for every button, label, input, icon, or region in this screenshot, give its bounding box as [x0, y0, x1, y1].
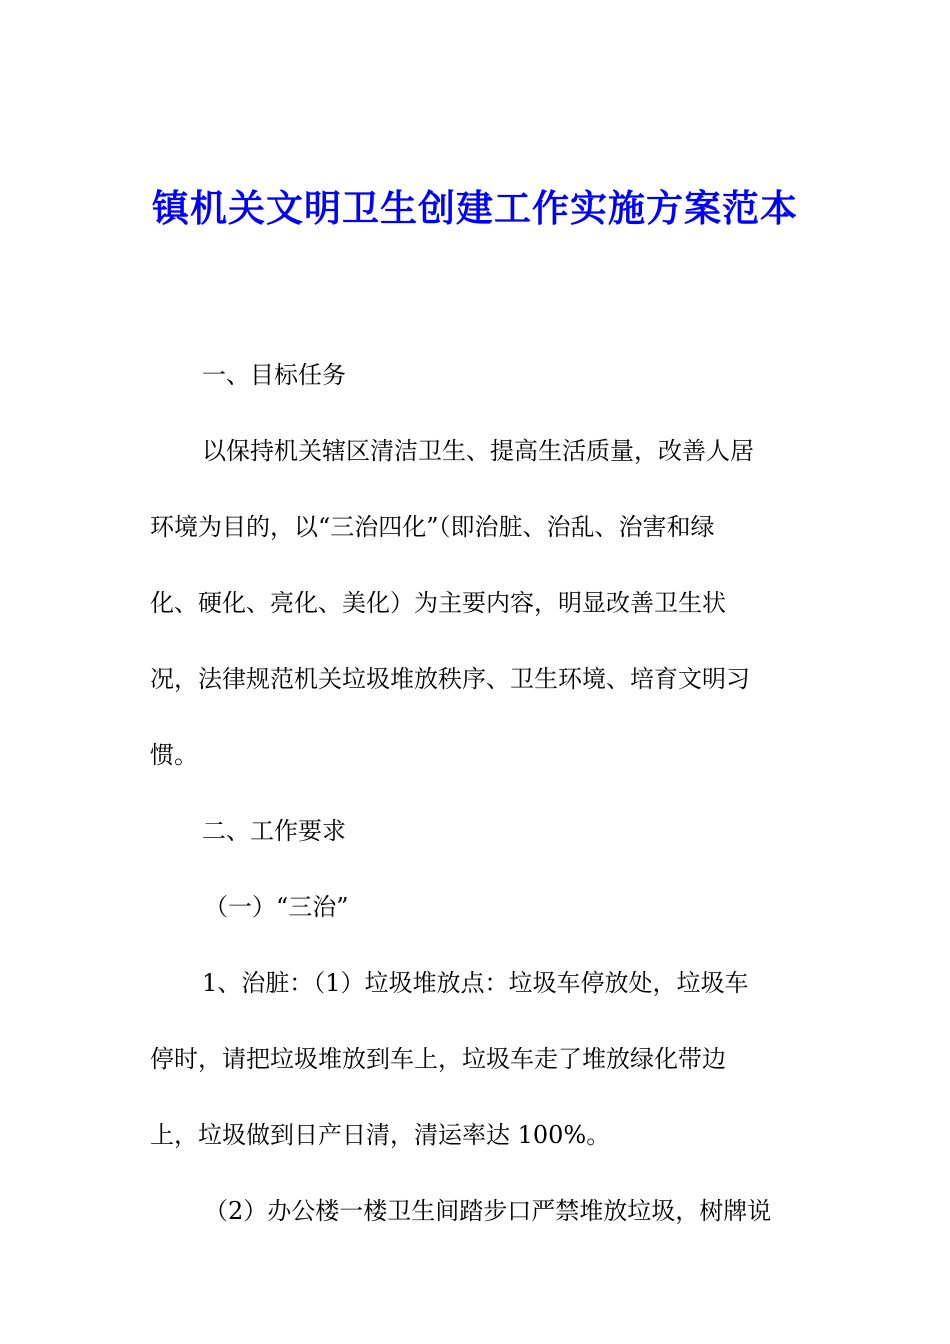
subsection-heading: （一）“三治” [204, 893, 349, 921]
section-heading-goals: 一、目标任务 [202, 361, 346, 389]
paragraph-line: 惯。 [150, 741, 198, 769]
paragraph-line: （2）办公楼一楼卫生间踏步口严禁堆放垃圾，树牌说 [204, 1197, 772, 1225]
document-body [150, 337, 800, 1249]
paragraph-line: 环境为目的，以“三治四化”（即治脏、治乱、治害和绿 [150, 513, 715, 541]
paragraph-line: 上，垃圾做到日产日清，清运率达 100%。 [150, 1121, 611, 1149]
paragraph-line: 以保持机关辖区清洁卫生、提高生活质量，改善人居 [202, 437, 754, 465]
paragraph-line: 1、治脏：（1）垃圾堆放点：垃圾车停放处，垃圾车 [202, 969, 749, 997]
paragraph-line: 停时，请把垃圾堆放到车上，垃圾车走了堆放绿化带边 [150, 1045, 726, 1073]
paragraph-line: 化、硬化、亮化、美化）为主要内容，明显改善卫生状 [150, 589, 726, 617]
paragraph-line: 况，法律规范机关垃圾堆放秩序、卫生环境、培育文明习 [150, 665, 750, 693]
document-title: 镇机关文明卫生创建工作实施方案范本 [152, 186, 798, 230]
section-heading-requirements: 二、工作要求 [202, 817, 346, 845]
